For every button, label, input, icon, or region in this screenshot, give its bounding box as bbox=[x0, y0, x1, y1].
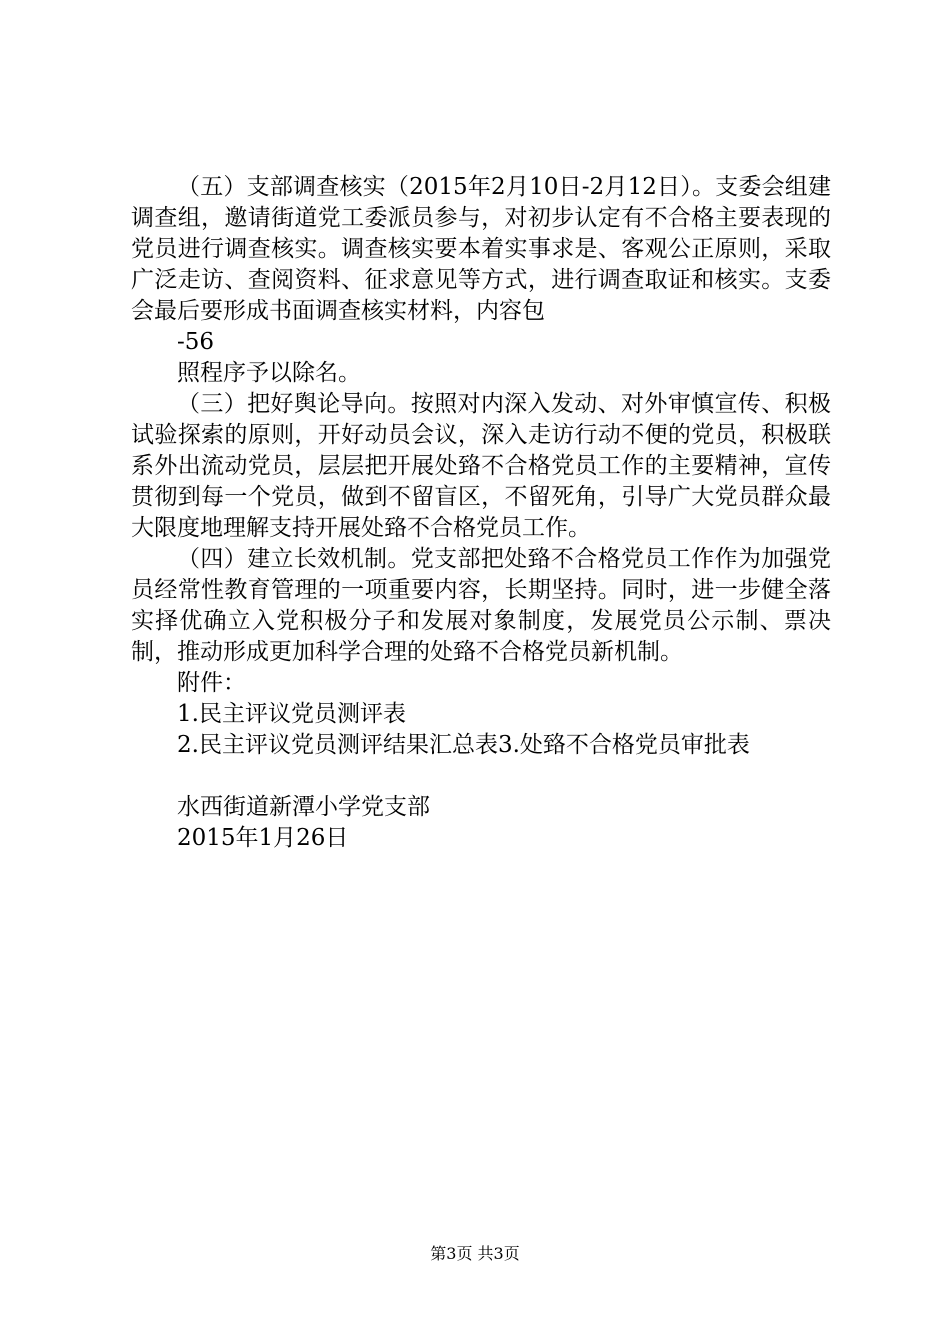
page-footer: 第3页 共3页 bbox=[430, 1244, 520, 1263]
document-body bbox=[131, 172, 831, 854]
paragraph-public-opinion: （三）把好舆论导向。按照对内深入发动、对外审慎宣传、积极试验探索的原则，开好动员会议，深入走访行动不便的党员，积极联系外出流动党员，层层把开展处臵不合格党员工作的主要精神，宣传贯彻到每一个党员，做到不留盲区，不留死角，引导广大党员群众最大限度地理解支持开展处臵不合格党员工作。 bbox=[131, 391, 831, 541]
spacer bbox=[131, 761, 831, 792]
attachment-item-1: 1.民主评议党员测评表 bbox=[177, 701, 406, 727]
paragraph-expulsion: 照程序予以除名。 bbox=[177, 360, 361, 386]
signature-organization: 水西街道新潭小学党支部 bbox=[177, 794, 430, 820]
attachments-heading: 附件： bbox=[177, 670, 246, 696]
attachment-item-2-3: 2.民主评议党员测评结果汇总表3.处臵不合格党员审批表 bbox=[177, 732, 750, 758]
paragraph-investigation: （五）支部调查核实（2015年2月10日-2月12日）。支委会组建调查组，邀请街道党工委派员参与，对初步认定有不合格主要表现的党员进行调查核实。调查核实要本着实事求是、客观公正原则，采取广泛走访、查阅资料、征求意见等方式，进行调查取证和核实。支委会最后要形成书面调查核实材料，内容包 bbox=[131, 174, 831, 324]
paragraph-long-term-mechanism: （四）建立长效机制。党支部把处臵不合格党员工作作为加强党员经常性教育管理的一项重要内容，长期坚持。同时，进一步健全落实择优确立入党积极分子和发展对象制度，发展党员公示制、票决制，推动形成更加科学合理的处臵不合格党员新机制。 bbox=[131, 546, 831, 665]
page-number-fragment: -56 bbox=[177, 329, 215, 355]
signature-date: 2015年1月26日 bbox=[177, 825, 349, 851]
